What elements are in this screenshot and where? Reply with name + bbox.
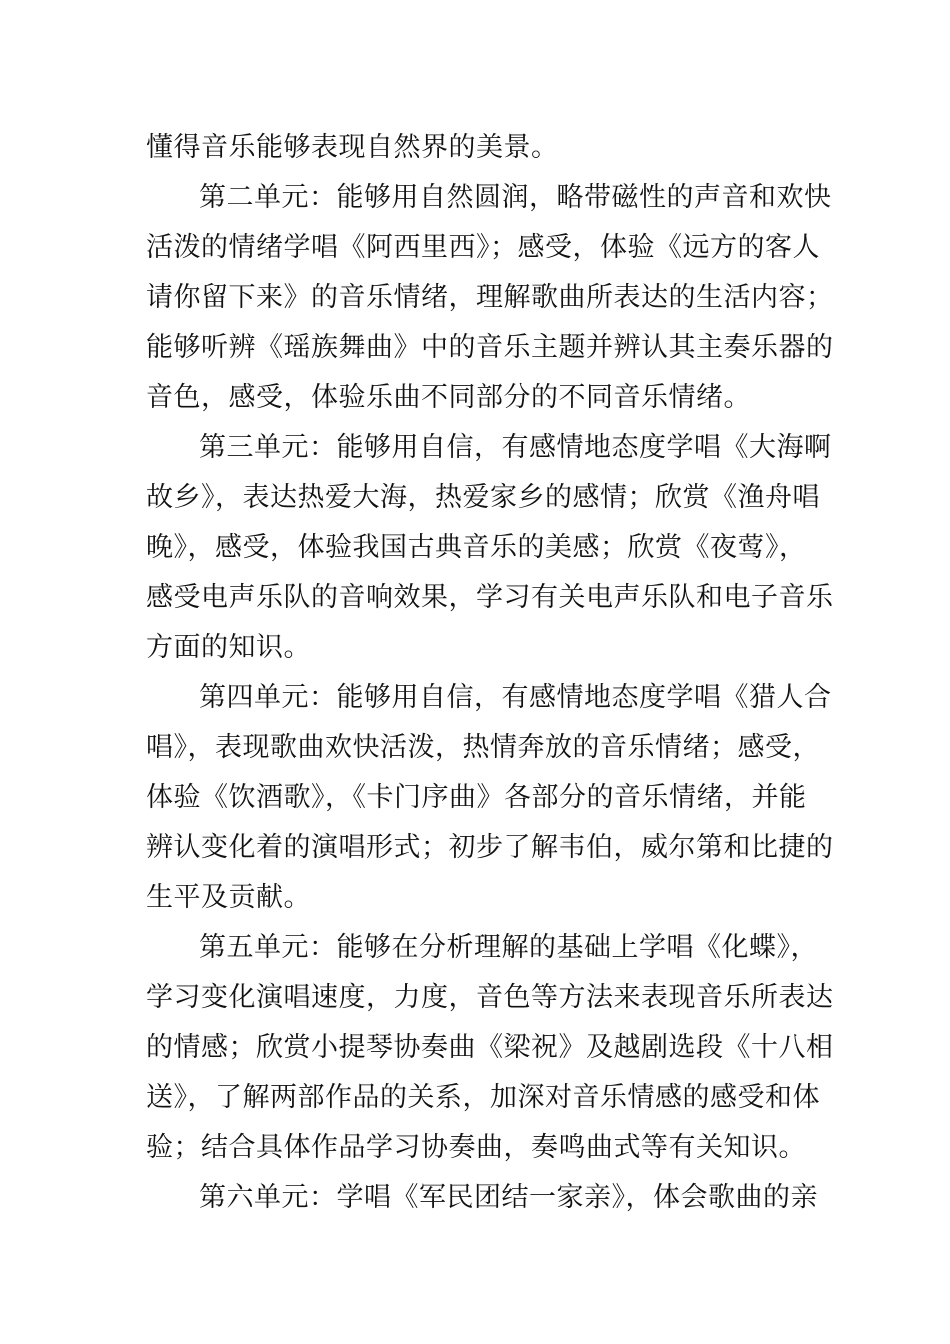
paragraph-unit-4-start: 第四单元：能够用自信，有感情地态度学唱《猎人合 (199, 682, 832, 713)
text-line: 唱》，表现歌曲欢快活泼，热情奔放的音乐情绪；感受， (146, 732, 820, 763)
paragraph-unit-5-start: 第五单元：能够在分析理解的基础上学唱《化蝶》， (199, 932, 818, 963)
text-line: 学习变化演唱速度，力度，音色等方法来表现音乐所表达 (146, 982, 834, 1013)
text-line: 懂得音乐能够表现自然界的美景。 (146, 132, 559, 163)
text-line: 音色，感受，体验乐曲不同部分的不同音乐情绪。 (146, 382, 751, 413)
text-line: 送》，了解两部作品的关系，加深对音乐情感的感受和体 (146, 1082, 820, 1113)
text-line: 体验《饮酒歌》，《卡门序曲》各部分的音乐情绪，并能 (146, 782, 807, 813)
text-line: 辨认变化着的演唱形式；初步了解韦伯，威尔第和比捷的 (146, 832, 834, 863)
text-line: 晚》，感受，体验我国古典音乐的美感；欣赏《夜莺》， (146, 532, 807, 563)
text-line: 活泼的情绪学唱《阿西里西》；感受，体验《远方的客人 (146, 232, 820, 263)
paragraph-unit-3-start: 第三单元：能够用自信，有感情地态度学唱《大海啊 (199, 432, 832, 463)
text-line: 请你留下来》的音乐情绪，理解歌曲所表达的生活内容； (146, 282, 834, 313)
text-line: 生平及贡献。 (146, 882, 311, 913)
paragraph-unit-2-start: 第二单元：能够用自然圆润，略带磁性的声音和欢快 (199, 182, 832, 213)
text-line: 方面的知识。 (146, 632, 311, 663)
text-line: 故乡》，表达热爱大海，热爱家乡的感情；欣赏《渔舟唱 (146, 482, 820, 513)
paragraph-unit-6-start: 第六单元：学唱《军民团结一家亲》，体会歌曲的亲 (199, 1182, 818, 1213)
text-line: 验；结合具体作品学习协奏曲，奏鸣曲式等有关知识。 (146, 1132, 806, 1163)
text-line: 感受电声乐队的音响效果，学习有关电声乐队和电子音乐 (146, 582, 834, 613)
text-line: 能够听辨《瑶族舞曲》中的音乐主题并辨认其主奏乐器的 (146, 332, 834, 363)
text-line: 的情感；欣赏小提琴协奏曲《梁祝》及越剧选段《十八相 (146, 1032, 834, 1063)
